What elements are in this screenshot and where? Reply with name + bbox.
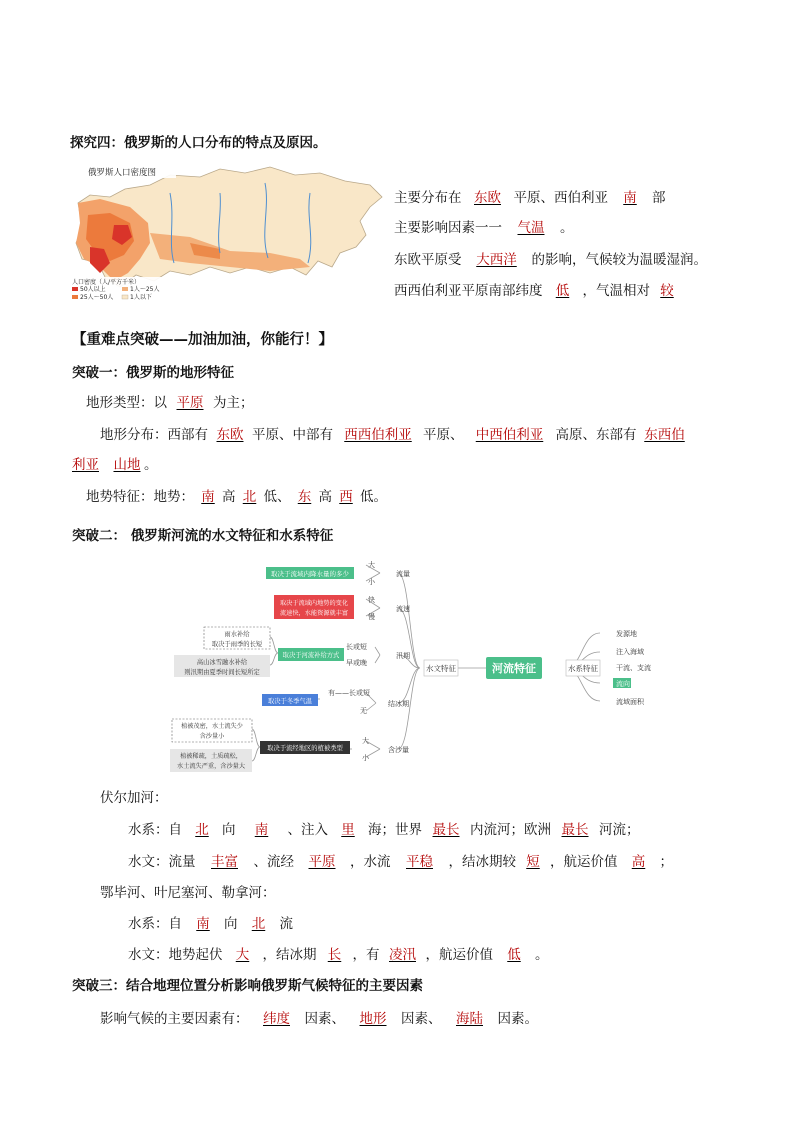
map-title: 俄罗斯人口密度图: [88, 168, 157, 178]
legend-title: 人口密度（人/平方千米）: [72, 279, 141, 286]
river-mindmap: [170, 553, 670, 773]
b2-title: 突破二： 俄罗斯河流的水文特征和水系特征: [72, 528, 334, 544]
rain-box: 雨水补给: [224, 631, 250, 638]
veg-box: 植被茂密，水土流失少: [181, 723, 243, 730]
sub-label: 大: [368, 561, 375, 569]
branch-label: 汛期: [396, 652, 410, 660]
veg-box: 水土流失严重，含沙量大: [176, 763, 246, 770]
sub-label: 大: [362, 737, 369, 745]
flow-box: 取决于流域内降水量的多少: [271, 570, 349, 578]
system-item: 干流、支流: [616, 664, 651, 672]
branch-label: 含沙量: [388, 746, 409, 754]
branch-label: 结冰期: [388, 700, 409, 708]
terrain-distribution: 地形分布：西部有 东欧 平原、中部有 西西伯利亚 平原、 中西伯利亚 高原、东部有 东西伯: [100, 427, 685, 443]
breakthrough-header: 【重难点突破——加油加油，你能行！】: [72, 332, 333, 348]
speed-box: 取决于流域内地势的变化: [279, 600, 349, 607]
mindmap-hydro: 水文特征: [426, 664, 456, 673]
system-item: 流域面积: [616, 698, 644, 706]
terrain-type: 地形类型：以 平原 为主；: [86, 395, 254, 411]
system-item: 流向: [616, 680, 630, 688]
legend-item: 50人以上: [80, 286, 106, 293]
sub-label: 小: [362, 754, 369, 762]
ob-hydro: 水文：地势起伏 大 ，结冰期 长 ，有 凌汛 ，航运价值 低 。: [128, 947, 549, 963]
volga-system: 水系：自 北 向 南 、注入 里 海；世界 最长 内流河；欧洲 最长 河流；: [128, 822, 640, 838]
population-density-map: [70, 163, 388, 303]
sub-label: 有——长或短: [328, 689, 370, 697]
volga-hydro: 水文：流量 丰富 、流经 平原 ，水流 平稳 ，结冰期较 短 ，航运价值 高 ；: [128, 854, 673, 870]
branch-label: 流量: [396, 570, 410, 578]
speed-box: 流速快，水能资源就丰富: [279, 610, 349, 617]
branch-label: 流速: [396, 605, 410, 613]
snow-box: 则汛期由夏季时间长短所定: [184, 669, 260, 676]
legend-item: 25人～50人: [80, 294, 114, 301]
section-title: 探究四：俄罗斯的人口分布的特点及原因。: [70, 135, 327, 151]
mindmap-center: 河流特征: [492, 662, 536, 675]
terrain-slope: 地势特征：地势： 南 高 北 低、 东 高 西 低。: [86, 489, 387, 505]
b3-title: 突破三：结合地理位置分析影响俄罗斯气候特征的主要因素: [72, 978, 423, 994]
mindmap-system: 水系特征: [568, 664, 598, 673]
ice-box: 取决于冬季气温: [267, 698, 313, 705]
legend-item: 1人～25人: [130, 286, 160, 293]
sand-box: 取决于流经地区的植被类型: [267, 745, 343, 752]
sub-label: 无: [360, 707, 367, 715]
system-item: 注入海域: [616, 648, 644, 656]
flood-box: 取决于河流补给方式: [282, 652, 340, 659]
climate-factors: 影响气候的主要因素有： 纬度 因素、 地形 因素、 海陆 因素。: [100, 1011, 538, 1027]
terrain-distribution-cont: 利亚 山地 。: [72, 457, 158, 473]
answer-line-3: 东欧平原受 大西洋 的影响，气候较为温暖湿润。: [394, 252, 707, 268]
b1-title: 突破一：俄罗斯的地形特征: [72, 365, 234, 381]
sub-label: 小: [368, 578, 375, 586]
answer-line-4: 西西伯利亚平原南部纬度 低 ，气温相对 较: [394, 283, 674, 299]
sub-label: 早或晚: [346, 659, 367, 667]
sub-label: 慢: [368, 613, 375, 621]
sub-label: 长或短: [346, 643, 367, 651]
legend-item: 1人以下: [130, 294, 152, 301]
answer-line-2: 主要影响因素一一 气温 。: [394, 220, 574, 236]
snow-box: 高山冰雪融水补给: [196, 659, 248, 666]
veg-box: 植被稀疏，土质疏松，: [180, 753, 242, 760]
rain-box: 取决于雨季的长短: [211, 641, 263, 648]
sub-label: 快: [368, 596, 375, 604]
ob-system: 水系：自 南 向 北 流: [128, 916, 293, 932]
ob-title: 鄂毕河、叶尼塞河、勒拿河：: [100, 885, 276, 901]
system-item: 发源地: [616, 630, 637, 638]
veg-box: 含沙量小: [199, 733, 225, 740]
volga-title: 伏尔加河：: [100, 790, 168, 806]
answer-line-1: 主要分布在 东欧 平原、西伯利亚 南 部: [394, 190, 666, 206]
